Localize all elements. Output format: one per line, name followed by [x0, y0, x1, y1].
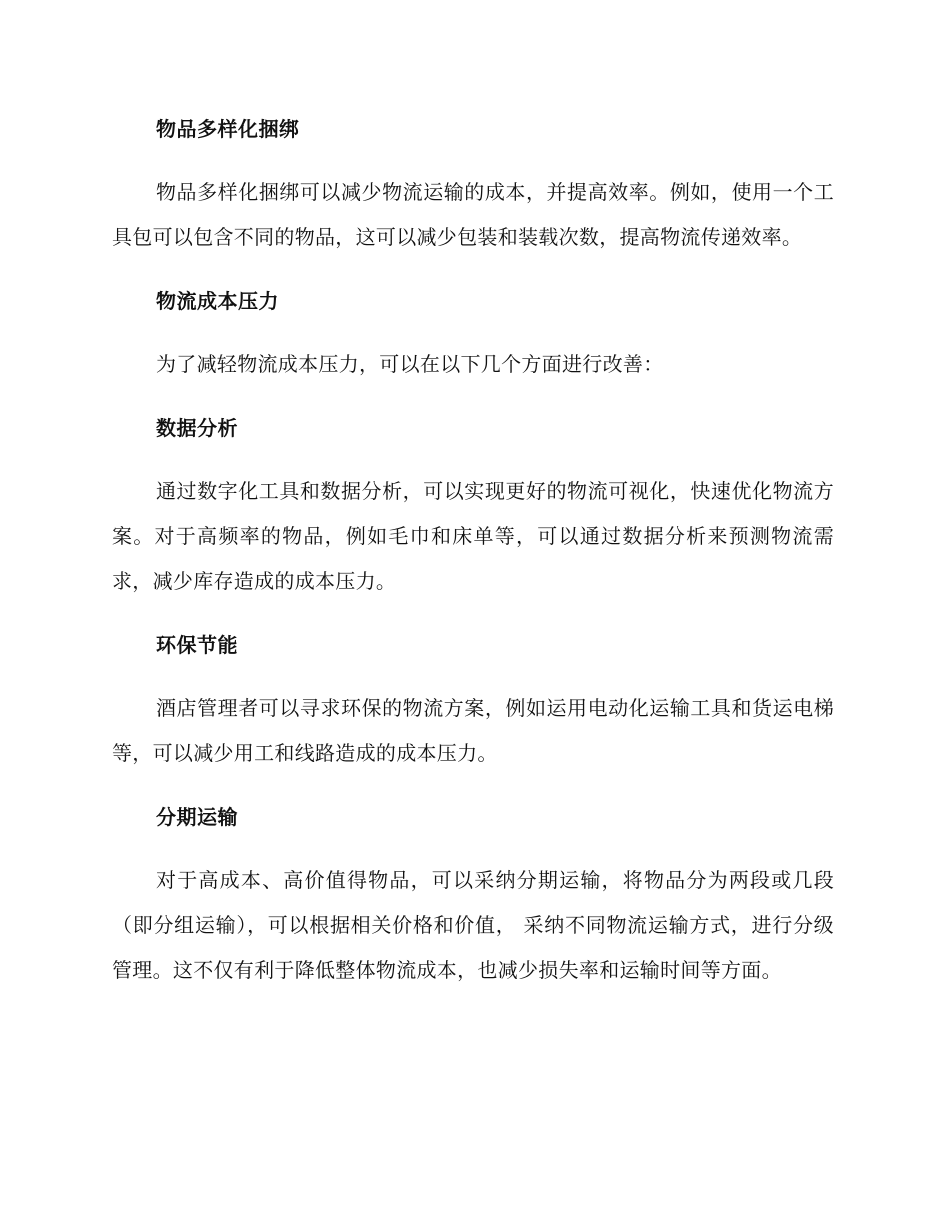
section-paragraph-cost-pressure: 为了减轻物流成本压力，可以在以下几个方面进行改善：	[156, 352, 664, 376]
section-heading-data-analysis: 数据分析	[156, 416, 238, 440]
section-paragraph-data-analysis: 通过数字化工具和数据分析，可以实现更好的物流可视化，快速优化物流方案。对于高频率的物品，例如毛巾和床单等，可以通过数据分析来预测物流需求，减少库存造成的成本压力。	[112, 479, 834, 593]
section-paragraph-bundling: 物品多样化捆绑可以减少物流运输的成本，并提高效率。例如，使用一个工具包可以包含不同的物品，这可以减少包装和装载次数，提高物流传递效率。	[112, 180, 834, 249]
section-heading-staged-transport: 分期运输	[156, 805, 238, 829]
section-heading-bundling: 物品多样化捆绑	[156, 117, 300, 141]
section-paragraph-staged-transport: 对于高成本、高价值得物品，可以采纳分期运输，将物品分为两段或几段（即分组运输），可以根据相关价格和价值， 采纳不同物流运输方式，进行分级管理。这不仅有利于降低整体物流成本，也减少损失率和运输时间等方面。	[112, 868, 834, 982]
document-page	[112, 114, 834, 993]
section-paragraph-eco: 酒店管理者可以寻求环保的物流方案，例如运用电动化运输工具和货运电梯等，可以减少用工和线路造成的成本压力。	[112, 696, 834, 765]
section-heading-eco: 环保节能	[156, 633, 238, 657]
section-heading-cost-pressure: 物流成本压力	[156, 289, 279, 313]
